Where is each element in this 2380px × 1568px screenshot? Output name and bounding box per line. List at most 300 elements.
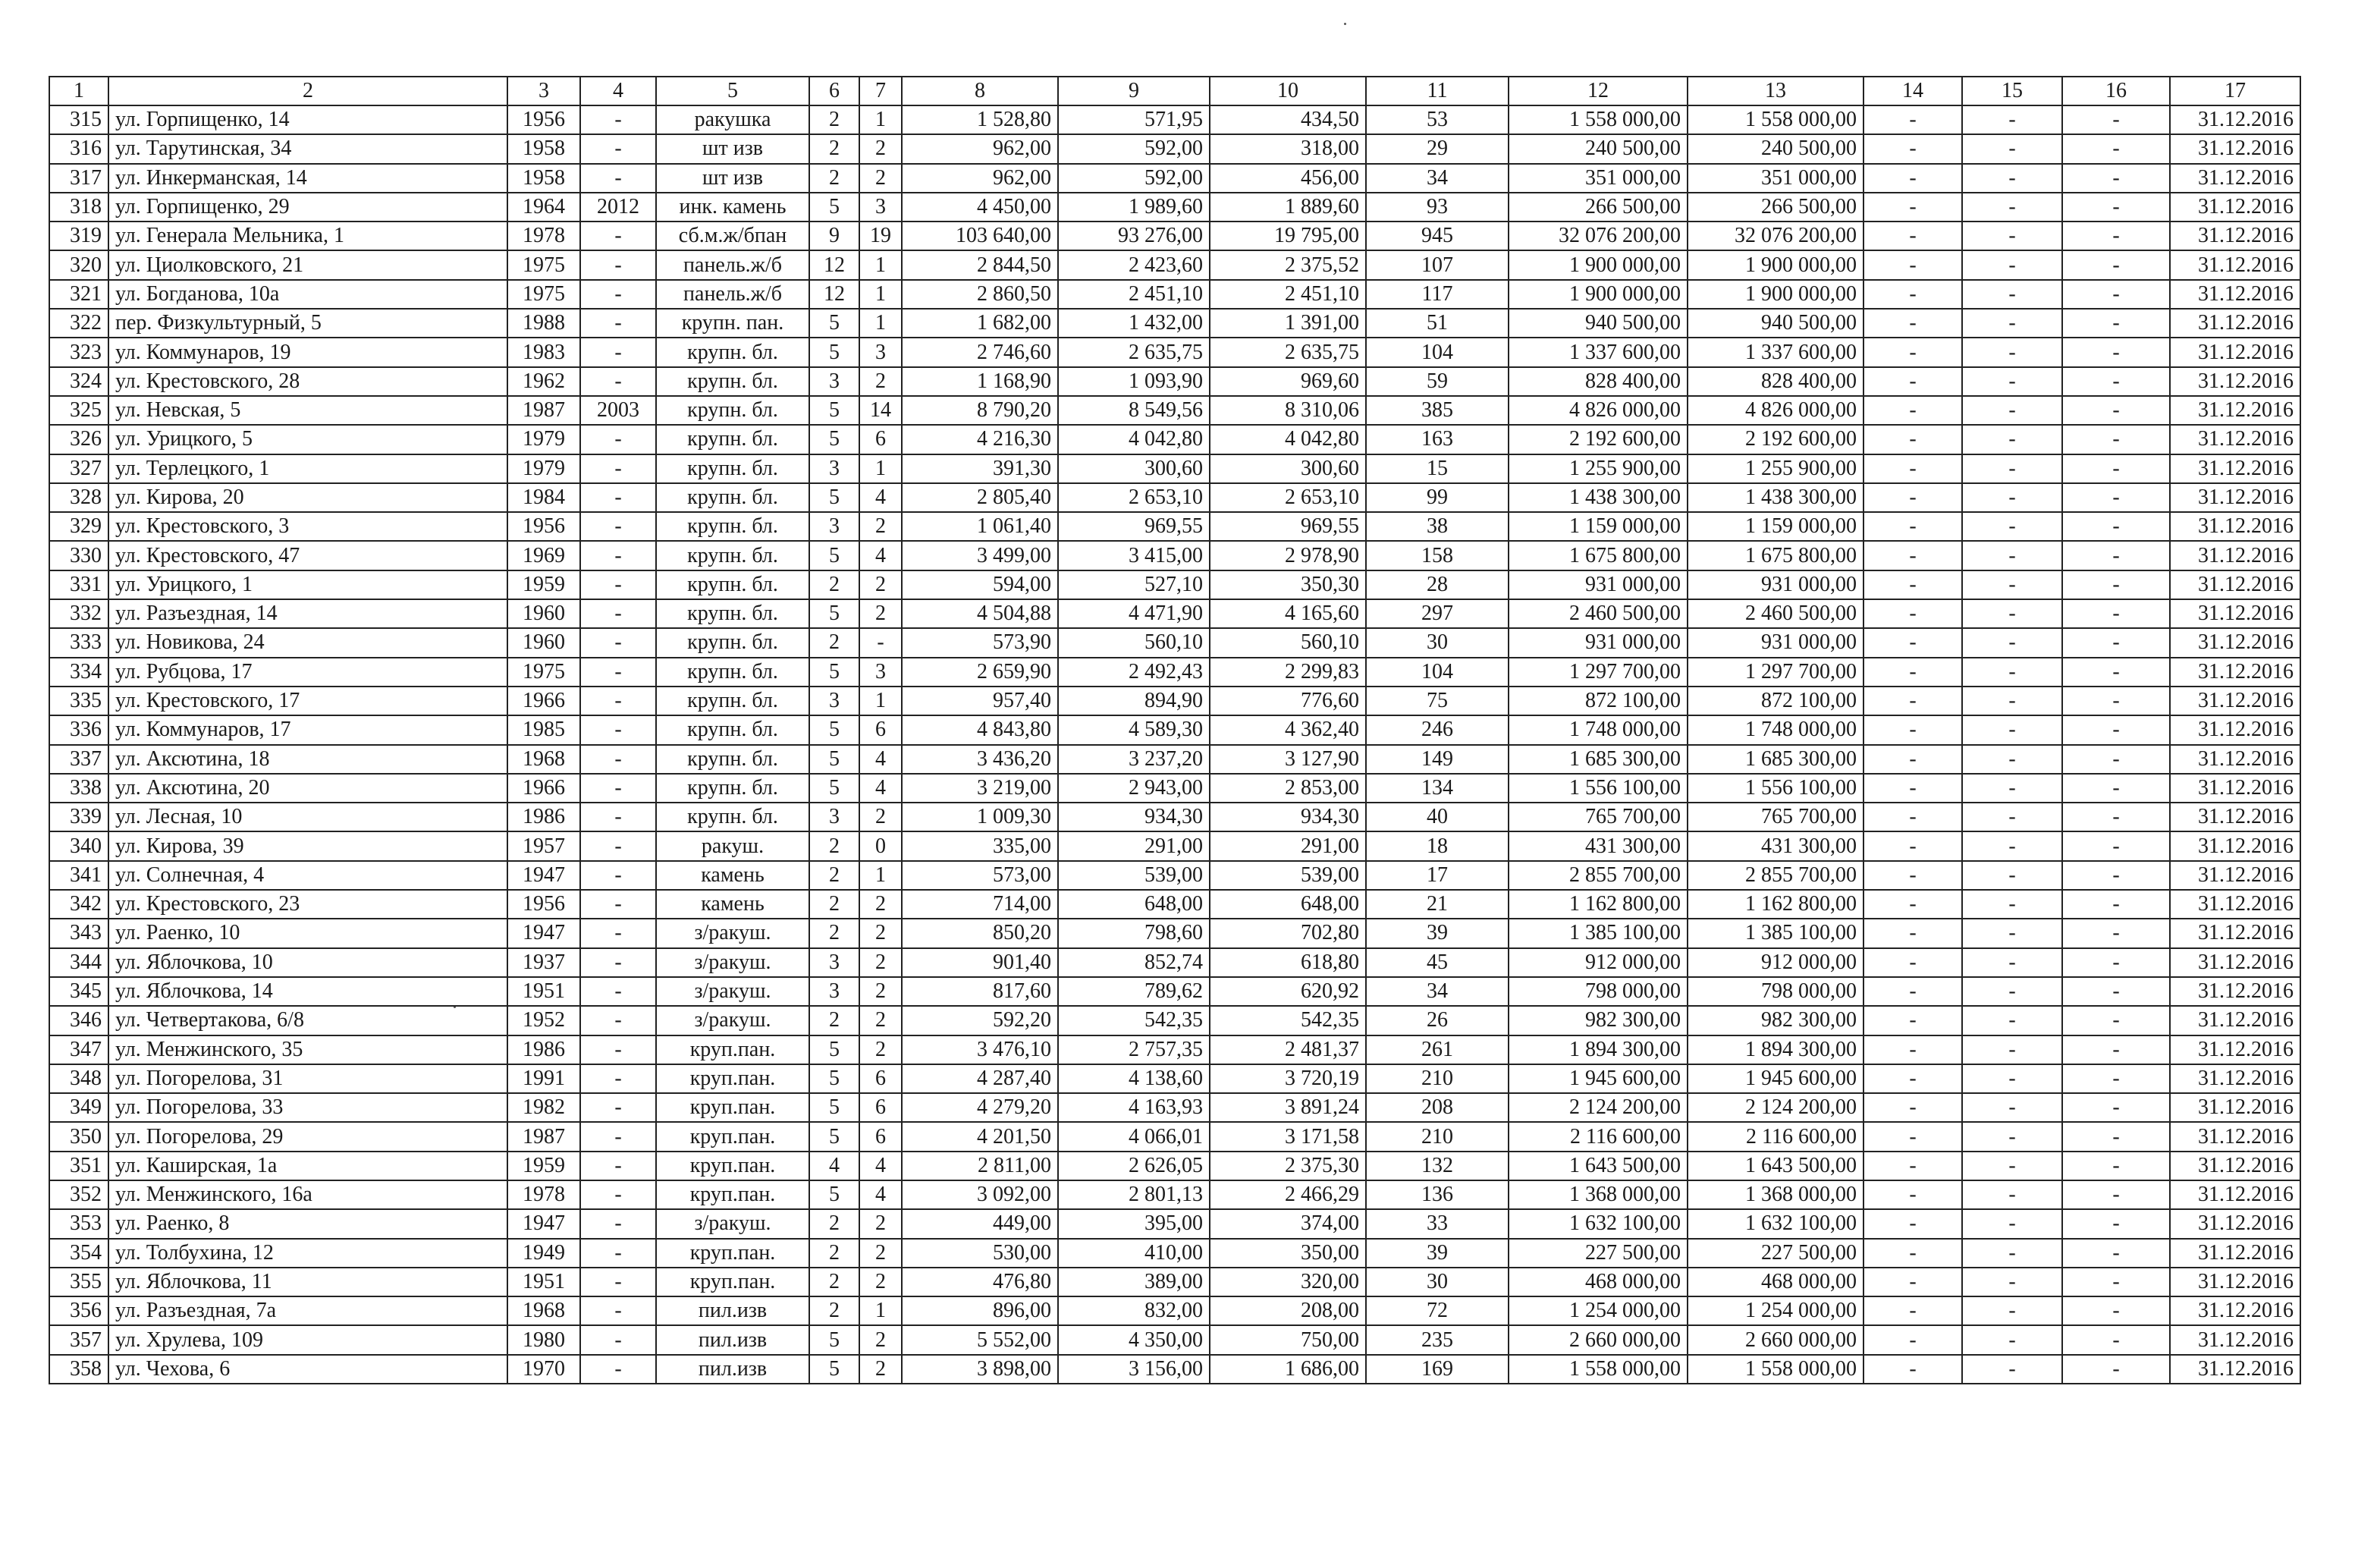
- cell-col-11: 104: [1366, 338, 1509, 366]
- cell-col-3: 1937: [507, 948, 580, 977]
- cell-col-12: 931 000,00: [1509, 628, 1688, 657]
- cell-col-1: 332: [49, 599, 108, 628]
- cell-col-10: 300,60: [1210, 454, 1366, 483]
- cell-col-7: 3: [859, 193, 902, 222]
- cell-col-2: ул. Крестовского, 17: [108, 687, 507, 715]
- cell-col-15: -: [1962, 715, 2062, 744]
- cell-col-7: 6: [859, 1093, 902, 1122]
- cell-col-7: 2: [859, 512, 902, 541]
- cell-col-13: 1 438 300,00: [1688, 483, 1863, 512]
- cell-col-11: 29: [1366, 134, 1509, 163]
- cell-col-2: ул. Циолковского, 21: [108, 250, 507, 279]
- cell-col-15: -: [1962, 658, 2062, 687]
- cell-col-8: 962,00: [902, 134, 1058, 163]
- cell-col-5: крупн. бл.: [656, 803, 809, 831]
- cell-col-16: -: [2062, 715, 2170, 744]
- cell-col-10: 1 391,00: [1210, 309, 1366, 338]
- cell-col-17: 31.12.2016: [2170, 948, 2300, 977]
- cell-col-8: 530,00: [902, 1239, 1058, 1268]
- cell-col-3: 1968: [507, 1296, 580, 1325]
- cell-col-11: 33: [1366, 1209, 1509, 1238]
- table-row: [49, 1268, 2300, 1296]
- cell-col-4: -: [580, 1152, 656, 1180]
- cell-col-14: -: [1863, 831, 1962, 860]
- cell-col-8: 2 659,90: [902, 658, 1058, 687]
- table-row: [49, 396, 2300, 425]
- cell-col-10: 2 466,29: [1210, 1180, 1366, 1209]
- cell-col-15: -: [1962, 541, 2062, 570]
- cell-col-6: 12: [809, 280, 859, 309]
- cell-col-11: 38: [1366, 512, 1509, 541]
- cell-col-8: 1 009,30: [902, 803, 1058, 831]
- cell-col-15: -: [1962, 193, 2062, 222]
- cell-col-6: 2: [809, 1239, 859, 1268]
- cell-col-6: 5: [809, 1093, 859, 1122]
- cell-col-11: 18: [1366, 831, 1509, 860]
- cell-col-15: -: [1962, 599, 2062, 628]
- cell-col-14: -: [1863, 454, 1962, 483]
- cell-col-9: 542,35: [1058, 1006, 1210, 1035]
- cell-col-15: -: [1962, 1325, 2062, 1354]
- cell-col-11: 39: [1366, 919, 1509, 947]
- cell-col-5: круп.пан.: [656, 1268, 809, 1296]
- cell-col-9: 832,00: [1058, 1296, 1210, 1325]
- cell-col-11: 246: [1366, 715, 1509, 744]
- cell-col-3: 1982: [507, 1093, 580, 1122]
- cell-col-4: -: [580, 222, 656, 250]
- cell-col-16: -: [2062, 745, 2170, 774]
- cell-col-1: 354: [49, 1239, 108, 1268]
- cell-col-12: 1 685 300,00: [1509, 745, 1688, 774]
- cell-col-16: -: [2062, 1325, 2170, 1354]
- cell-col-6: 3: [809, 687, 859, 715]
- cell-col-17: 31.12.2016: [2170, 541, 2300, 570]
- cell-col-1: 342: [49, 890, 108, 919]
- cell-col-2: ул. Разъездная, 14: [108, 599, 507, 628]
- cell-col-5: крупн. бл.: [656, 658, 809, 687]
- cell-col-12: 798 000,00: [1509, 977, 1688, 1006]
- cell-col-13: 1 900 000,00: [1688, 250, 1863, 279]
- cell-col-3: 1956: [507, 890, 580, 919]
- cell-col-5: з/ракуш.: [656, 1209, 809, 1238]
- cell-col-2: ул. Инкерманская, 14: [108, 164, 507, 193]
- cell-col-11: 39: [1366, 1239, 1509, 1268]
- cell-col-16: -: [2062, 803, 2170, 831]
- cell-col-14: -: [1863, 280, 1962, 309]
- cell-col-4: -: [580, 890, 656, 919]
- cell-col-16: -: [2062, 512, 2170, 541]
- cell-col-11: 235: [1366, 1325, 1509, 1354]
- column-number-header-row: [49, 77, 2300, 105]
- cell-col-16: -: [2062, 861, 2170, 890]
- cell-col-12: 2 124 200,00: [1509, 1093, 1688, 1122]
- cell-col-13: 2 660 000,00: [1688, 1325, 1863, 1354]
- cell-col-12: 1 438 300,00: [1509, 483, 1688, 512]
- cell-col-17: 31.12.2016: [2170, 1180, 2300, 1209]
- cell-col-12: 1 385 100,00: [1509, 919, 1688, 947]
- cell-col-9: 8 549,56: [1058, 396, 1210, 425]
- cell-col-15: -: [1962, 570, 2062, 599]
- cell-col-14: -: [1863, 948, 1962, 977]
- cell-col-10: 2 375,52: [1210, 250, 1366, 279]
- cell-col-7: -: [859, 628, 902, 657]
- cell-col-13: 32 076 200,00: [1688, 222, 1863, 250]
- cell-col-6: 5: [809, 338, 859, 366]
- cell-col-13: 1 254 000,00: [1688, 1296, 1863, 1325]
- cell-col-1: 338: [49, 774, 108, 803]
- cell-col-15: -: [1962, 861, 2062, 890]
- table-row: [49, 745, 2300, 774]
- cell-col-1: 346: [49, 1006, 108, 1035]
- cell-col-13: 240 500,00: [1688, 134, 1863, 163]
- cell-col-11: 163: [1366, 425, 1509, 454]
- cell-col-3: 1949: [507, 1239, 580, 1268]
- cell-col-17: 31.12.2016: [2170, 1268, 2300, 1296]
- table-row: [49, 454, 2300, 483]
- cell-col-3: 1958: [507, 134, 580, 163]
- column-header-6: 6: [809, 77, 859, 105]
- cell-col-7: 4: [859, 774, 902, 803]
- cell-col-1: 358: [49, 1355, 108, 1384]
- cell-col-17: 31.12.2016: [2170, 1296, 2300, 1325]
- cell-col-2: ул. Терлецкого, 1: [108, 454, 507, 483]
- cell-col-8: 3 092,00: [902, 1180, 1058, 1209]
- column-header-10: 10: [1210, 77, 1366, 105]
- cell-col-9: 2 653,10: [1058, 483, 1210, 512]
- cell-col-14: -: [1863, 1325, 1962, 1354]
- cell-col-1: 341: [49, 861, 108, 890]
- cell-col-13: 1 900 000,00: [1688, 280, 1863, 309]
- cell-col-12: 266 500,00: [1509, 193, 1688, 222]
- cell-col-13: 1 894 300,00: [1688, 1035, 1863, 1064]
- cell-col-8: 476,80: [902, 1268, 1058, 1296]
- cell-col-5: крупн. бл.: [656, 541, 809, 570]
- cell-col-4: -: [580, 1093, 656, 1122]
- cell-col-3: 1970: [507, 1355, 580, 1384]
- cell-col-7: 1: [859, 280, 902, 309]
- cell-col-16: -: [2062, 367, 2170, 396]
- cell-col-12: 1 632 100,00: [1509, 1209, 1688, 1238]
- cell-col-12: 2 660 000,00: [1509, 1325, 1688, 1354]
- cell-col-1: 334: [49, 658, 108, 687]
- table-row: [49, 1296, 2300, 1325]
- table-row: [49, 222, 2300, 250]
- cell-col-5: ракуш.: [656, 831, 809, 860]
- cell-col-16: -: [2062, 105, 2170, 134]
- cell-col-9: 2 423,60: [1058, 250, 1210, 279]
- cell-col-11: 51: [1366, 309, 1509, 338]
- cell-col-5: пил.изв: [656, 1355, 809, 1384]
- cell-col-1: 353: [49, 1209, 108, 1238]
- cell-col-12: 2 460 500,00: [1509, 599, 1688, 628]
- cell-col-2: ул. Кирова, 20: [108, 483, 507, 512]
- cell-col-5: пил.изв: [656, 1296, 809, 1325]
- cell-col-9: 4 350,00: [1058, 1325, 1210, 1354]
- cell-col-3: 1979: [507, 454, 580, 483]
- cell-col-6: 3: [809, 454, 859, 483]
- cell-col-9: 3 156,00: [1058, 1355, 1210, 1384]
- cell-col-16: -: [2062, 919, 2170, 947]
- cell-col-1: 331: [49, 570, 108, 599]
- cell-col-9: 969,55: [1058, 512, 1210, 541]
- cell-col-1: 320: [49, 250, 108, 279]
- cell-col-1: 318: [49, 193, 108, 222]
- cell-col-4: -: [580, 570, 656, 599]
- cell-col-14: -: [1863, 396, 1962, 425]
- cell-col-3: 1980: [507, 1325, 580, 1354]
- cell-col-8: 2 805,40: [902, 483, 1058, 512]
- scan-speck: [1344, 23, 1346, 25]
- cell-col-10: 3 127,90: [1210, 745, 1366, 774]
- cell-col-14: -: [1863, 338, 1962, 366]
- cell-col-7: 2: [859, 134, 902, 163]
- cell-col-9: 3 415,00: [1058, 541, 1210, 570]
- cell-col-11: 30: [1366, 1268, 1509, 1296]
- cell-col-11: 158: [1366, 541, 1509, 570]
- cell-col-9: 1 432,00: [1058, 309, 1210, 338]
- cell-col-13: 1 385 100,00: [1688, 919, 1863, 947]
- cell-col-11: 117: [1366, 280, 1509, 309]
- cell-col-12: 2 192 600,00: [1509, 425, 1688, 454]
- cell-col-4: -: [580, 977, 656, 1006]
- cell-col-7: 6: [859, 1122, 902, 1151]
- cell-col-6: 5: [809, 1035, 859, 1064]
- cell-col-2: ул. Аксютина, 18: [108, 745, 507, 774]
- cell-col-2: ул. Лесная, 10: [108, 803, 507, 831]
- cell-col-12: 1 643 500,00: [1509, 1152, 1688, 1180]
- cell-col-15: -: [1962, 1180, 2062, 1209]
- cell-col-17: 31.12.2016: [2170, 193, 2300, 222]
- cell-col-7: 1: [859, 687, 902, 715]
- cell-col-11: 45: [1366, 948, 1509, 977]
- cell-col-4: -: [580, 512, 656, 541]
- cell-col-5: з/ракуш.: [656, 948, 809, 977]
- cell-col-9: 4 042,80: [1058, 425, 1210, 454]
- cell-col-1: 317: [49, 164, 108, 193]
- cell-col-6: 2: [809, 134, 859, 163]
- cell-col-12: 1 945 600,00: [1509, 1064, 1688, 1093]
- cell-col-14: -: [1863, 977, 1962, 1006]
- column-header-5: 5: [656, 77, 809, 105]
- cell-col-2: ул. Погорелова, 29: [108, 1122, 507, 1151]
- cell-col-13: 227 500,00: [1688, 1239, 1863, 1268]
- cell-col-15: -: [1962, 396, 2062, 425]
- cell-col-4: -: [580, 164, 656, 193]
- cell-col-16: -: [2062, 1152, 2170, 1180]
- cell-col-14: -: [1863, 1064, 1962, 1093]
- cell-col-11: 210: [1366, 1064, 1509, 1093]
- cell-col-8: 4 216,30: [902, 425, 1058, 454]
- cell-col-11: 169: [1366, 1355, 1509, 1384]
- cell-col-4: -: [580, 1355, 656, 1384]
- cell-col-12: 4 826 000,00: [1509, 396, 1688, 425]
- cell-col-12: 32 076 200,00: [1509, 222, 1688, 250]
- cell-col-8: 573,90: [902, 628, 1058, 657]
- cell-col-12: 1 368 000,00: [1509, 1180, 1688, 1209]
- cell-col-6: 5: [809, 745, 859, 774]
- cell-col-3: 1987: [507, 396, 580, 425]
- cell-col-10: 3 891,24: [1210, 1093, 1366, 1122]
- cell-col-14: -: [1863, 541, 1962, 570]
- cell-col-16: -: [2062, 599, 2170, 628]
- cell-col-4: -: [580, 367, 656, 396]
- cell-col-1: 336: [49, 715, 108, 744]
- cell-col-9: 592,00: [1058, 164, 1210, 193]
- cell-col-10: 648,00: [1210, 890, 1366, 919]
- cell-col-8: 714,00: [902, 890, 1058, 919]
- cell-col-13: 872 100,00: [1688, 687, 1863, 715]
- cell-col-7: 2: [859, 977, 902, 1006]
- cell-col-6: 9: [809, 222, 859, 250]
- cell-col-17: 31.12.2016: [2170, 831, 2300, 860]
- cell-col-2: ул. Четвертакова, 6/8: [108, 1006, 507, 1035]
- cell-col-3: 1960: [507, 628, 580, 657]
- cell-col-12: 1 255 900,00: [1509, 454, 1688, 483]
- cell-col-6: 2: [809, 861, 859, 890]
- cell-col-6: 2: [809, 570, 859, 599]
- cell-col-1: 319: [49, 222, 108, 250]
- cell-col-6: 5: [809, 599, 859, 628]
- cell-col-6: 5: [809, 1180, 859, 1209]
- cell-col-8: 1 061,40: [902, 512, 1058, 541]
- table-row: [49, 541, 2300, 570]
- cell-col-8: 391,30: [902, 454, 1058, 483]
- cell-col-17: 31.12.2016: [2170, 774, 2300, 803]
- cell-col-7: 2: [859, 1209, 902, 1238]
- table-row: [49, 1239, 2300, 1268]
- cell-col-16: -: [2062, 1006, 2170, 1035]
- cell-col-11: 132: [1366, 1152, 1509, 1180]
- cell-col-8: 573,00: [902, 861, 1058, 890]
- cell-col-9: 2 635,75: [1058, 338, 1210, 366]
- cell-col-3: 1959: [507, 1152, 580, 1180]
- cell-col-7: 2: [859, 1268, 902, 1296]
- cell-col-8: 4 279,20: [902, 1093, 1058, 1122]
- cell-col-3: 1947: [507, 1209, 580, 1238]
- column-header-1: 1: [49, 77, 108, 105]
- table-row: [49, 164, 2300, 193]
- cell-col-2: ул. Каширская, 1а: [108, 1152, 507, 1180]
- cell-col-13: 468 000,00: [1688, 1268, 1863, 1296]
- cell-col-2: ул. Разъездная, 7а: [108, 1296, 507, 1325]
- cell-col-1: 339: [49, 803, 108, 831]
- cell-col-10: 291,00: [1210, 831, 1366, 860]
- cell-col-11: 104: [1366, 658, 1509, 687]
- cell-col-11: 385: [1366, 396, 1509, 425]
- cell-col-7: 2: [859, 1355, 902, 1384]
- cell-col-14: -: [1863, 570, 1962, 599]
- cell-col-14: -: [1863, 1239, 1962, 1268]
- cell-col-9: 894,90: [1058, 687, 1210, 715]
- cell-col-2: ул. Коммунаров, 19: [108, 338, 507, 366]
- cell-col-6: 2: [809, 164, 859, 193]
- cell-col-4: -: [580, 1296, 656, 1325]
- cell-col-14: -: [1863, 861, 1962, 890]
- cell-col-2: ул. Яблочкова, 10: [108, 948, 507, 977]
- cell-col-17: 31.12.2016: [2170, 1355, 2300, 1384]
- cell-col-15: -: [1962, 222, 2062, 250]
- cell-col-14: -: [1863, 512, 1962, 541]
- cell-col-15: -: [1962, 1122, 2062, 1151]
- cell-col-14: -: [1863, 1006, 1962, 1035]
- cell-col-13: 940 500,00: [1688, 309, 1863, 338]
- table-row: [49, 803, 2300, 831]
- cell-col-8: 5 552,00: [902, 1325, 1058, 1354]
- cell-col-17: 31.12.2016: [2170, 1006, 2300, 1035]
- cell-col-11: 21: [1366, 890, 1509, 919]
- cell-col-12: 1 558 000,00: [1509, 105, 1688, 134]
- cell-col-17: 31.12.2016: [2170, 396, 2300, 425]
- cell-col-8: 817,60: [902, 977, 1058, 1006]
- cell-col-16: -: [2062, 164, 2170, 193]
- cell-col-11: 136: [1366, 1180, 1509, 1209]
- cell-col-16: -: [2062, 1035, 2170, 1064]
- cell-col-9: 4 471,90: [1058, 599, 1210, 628]
- cell-col-9: 2 451,10: [1058, 280, 1210, 309]
- cell-col-3: 1984: [507, 483, 580, 512]
- cell-col-5: панель.ж/б: [656, 280, 809, 309]
- cell-col-10: 2 481,37: [1210, 1035, 1366, 1064]
- cell-col-4: -: [580, 250, 656, 279]
- cell-col-10: 19 795,00: [1210, 222, 1366, 250]
- cell-col-14: -: [1863, 687, 1962, 715]
- cell-col-12: 2 116 600,00: [1509, 1122, 1688, 1151]
- table-row: [49, 250, 2300, 279]
- cell-col-4: -: [580, 483, 656, 512]
- housing-register-table: [49, 76, 2301, 1384]
- cell-col-2: ул. Тарутинская, 34: [108, 134, 507, 163]
- cell-col-7: 6: [859, 715, 902, 744]
- cell-col-11: 26: [1366, 1006, 1509, 1035]
- cell-col-15: -: [1962, 134, 2062, 163]
- cell-col-12: 940 500,00: [1509, 309, 1688, 338]
- cell-col-17: 31.12.2016: [2170, 280, 2300, 309]
- cell-col-6: 2: [809, 1268, 859, 1296]
- table-row: [49, 280, 2300, 309]
- cell-col-12: 828 400,00: [1509, 367, 1688, 396]
- cell-col-8: 3 898,00: [902, 1355, 1058, 1384]
- cell-col-7: 4: [859, 745, 902, 774]
- cell-col-16: -: [2062, 222, 2170, 250]
- cell-col-2: ул. Горпищенко, 14: [108, 105, 507, 134]
- cell-col-13: 1 162 800,00: [1688, 890, 1863, 919]
- cell-col-9: 93 276,00: [1058, 222, 1210, 250]
- cell-col-3: 1966: [507, 687, 580, 715]
- cell-col-4: -: [580, 541, 656, 570]
- cell-col-8: 592,20: [902, 1006, 1058, 1035]
- cell-col-12: 1 748 000,00: [1509, 715, 1688, 744]
- cell-col-13: 1 368 000,00: [1688, 1180, 1863, 1209]
- cell-col-10: 374,00: [1210, 1209, 1366, 1238]
- cell-col-7: 4: [859, 541, 902, 570]
- cell-col-11: 134: [1366, 774, 1509, 803]
- cell-col-10: 456,00: [1210, 164, 1366, 193]
- cell-col-8: 962,00: [902, 164, 1058, 193]
- table-body: [49, 77, 2300, 1384]
- cell-col-4: -: [580, 658, 656, 687]
- cell-col-3: 1962: [507, 367, 580, 396]
- cell-col-15: -: [1962, 367, 2062, 396]
- cell-col-5: з/ракуш.: [656, 977, 809, 1006]
- cell-col-6: 2: [809, 1296, 859, 1325]
- cell-col-10: 934,30: [1210, 803, 1366, 831]
- cell-col-1: 323: [49, 338, 108, 366]
- cell-col-13: 912 000,00: [1688, 948, 1863, 977]
- cell-col-8: 3 436,20: [902, 745, 1058, 774]
- cell-col-10: 4 362,40: [1210, 715, 1366, 744]
- cell-col-8: 2 860,50: [902, 280, 1058, 309]
- cell-col-11: 59: [1366, 367, 1509, 396]
